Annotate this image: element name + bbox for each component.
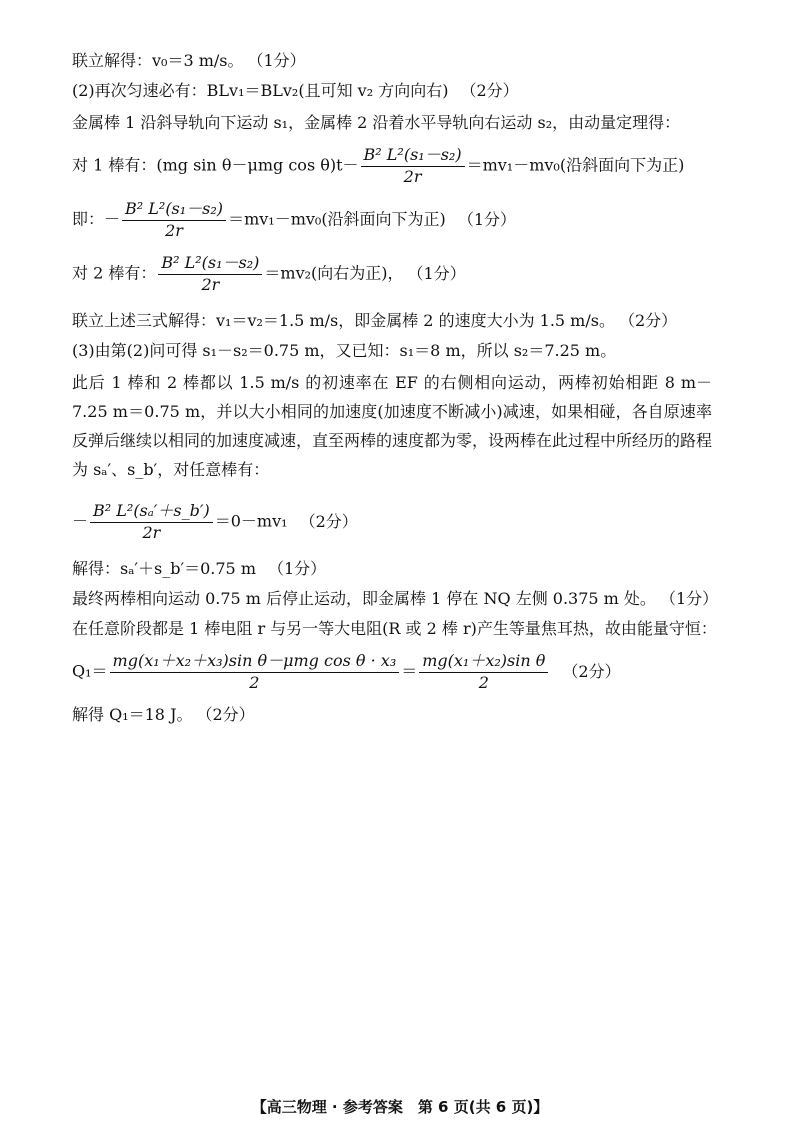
score-label: （2分） bbox=[204, 705, 255, 724]
equation-suffix: ＝mv₁－mv₀(沿斜面向下为正) bbox=[228, 209, 446, 229]
fraction-numerator: B² L²(s₁－s₂) bbox=[125, 199, 224, 218]
equation-rod-1 bbox=[72, 146, 684, 186]
score-label: （2分） bbox=[299, 511, 358, 531]
fraction-denominator: 2r bbox=[403, 167, 422, 186]
score-label: （2分） bbox=[562, 661, 621, 681]
fraction bbox=[158, 254, 262, 294]
line-result-velocity bbox=[72, 310, 677, 332]
fraction-numerator: B² L²(sₐ′＋s_b′) bbox=[93, 501, 210, 520]
score-label: （2分） bbox=[460, 81, 519, 100]
fraction-denominator: 2r bbox=[201, 275, 220, 294]
line-momentum-theorem bbox=[72, 112, 680, 134]
fraction-denominator: 2r bbox=[165, 221, 183, 240]
line-part2-intro bbox=[72, 80, 519, 102]
fraction bbox=[361, 146, 465, 186]
line-result-path bbox=[72, 558, 326, 580]
equation-equals: ＝ bbox=[401, 661, 418, 681]
equation-suffix: ＝mv₁－mv₀(沿斜面向下为正) bbox=[466, 155, 685, 175]
equation-rod-1-simplified bbox=[72, 200, 516, 240]
fraction-denominator: 2 bbox=[478, 673, 489, 692]
fraction-numerator: mg(x₁＋x₂＋x₃)sin θ－μmg cos θ · x₃ bbox=[112, 651, 397, 670]
fraction bbox=[122, 200, 226, 240]
fraction bbox=[419, 652, 548, 692]
score-label: （1分） bbox=[457, 209, 516, 229]
line-result-v0 bbox=[72, 50, 306, 72]
score-label: （1分） bbox=[255, 51, 306, 70]
score-label: （1分） bbox=[268, 559, 327, 578]
equation-any-rod bbox=[72, 502, 358, 542]
line-energy-intro bbox=[72, 618, 717, 640]
score-label: （1分） bbox=[415, 263, 466, 283]
line-text: (3)由第(2)问可得 s₁－s₂＝0.75 m，又已知：s₁＝8 m，所以 s₂＝7.25 m。 bbox=[72, 341, 617, 360]
equation-suffix: ＝0－mv₁ bbox=[214, 511, 288, 531]
fraction-numerator: mg(x₁＋x₂)sin θ bbox=[422, 651, 546, 670]
equation-rod-2 bbox=[72, 254, 466, 294]
equation-prefix: 对 1 棒有：(mg sin θ－μmg cos θ)t－ bbox=[72, 155, 359, 175]
fraction-denominator: 2r bbox=[142, 523, 161, 542]
equation-prefix: 对 2 棒有： bbox=[72, 263, 157, 283]
line-final-position bbox=[72, 588, 718, 610]
score-label: （2分） bbox=[626, 311, 678, 330]
fraction bbox=[110, 652, 400, 692]
line-text: 联立上述三式解得：v₁＝v₂＝1.5 m/s，即金属棒 2 的速度大小为 1.5 m/s。 bbox=[72, 311, 615, 330]
line-result-heat bbox=[72, 704, 255, 726]
equation-prefix: Q₁＝ bbox=[72, 661, 108, 681]
equation-prefix: － bbox=[72, 511, 89, 531]
line-text: 金属棒 1 沿斜导轨向下运动 s₁，金属棒 2 沿着水平导轨向右运动 s₂，由动量定理得： bbox=[72, 113, 681, 132]
line-part3-intro bbox=[72, 340, 616, 362]
equation-prefix: 即：－ bbox=[72, 209, 121, 229]
line-text: 解得：sₐ′＋s_b′＝0.75 m bbox=[72, 559, 256, 578]
line-text: 解得 Q₁＝18 J。 bbox=[72, 705, 193, 724]
fraction-denominator: 2 bbox=[249, 673, 260, 692]
fraction-numerator: B² L²(s₁－s₂) bbox=[161, 253, 260, 272]
paragraph-motion-analysis: 此后 1 棒和 2 棒都以 1.5 m/s 的初速率在 EF 的右侧相向运动，两棒初始相距 8 m－7.25 m＝0.75 m，并以大小相同的加速度(加速度不断减小)减速，如果相碰，各自原速率反弹后继续以相同的加速度减速，直至两棒的速度都为零，设两棒在此过程中所经历的路程为 sₐ′、s_b′，对任意棒有： bbox=[72, 373, 713, 479]
page-footer: 【高三物理 · 参考答案 第 6 页(共 6 页)】 bbox=[251, 1098, 549, 1116]
line-text: 在任意阶段都是 1 棒电阻 r 与另一等大电阻(R 或 2 棒 r)产生等量焦耳热，故由能量守恒： bbox=[72, 619, 717, 638]
score-label: （1分） bbox=[667, 589, 719, 608]
fraction-numerator: B² L²(s₁－s₂) bbox=[363, 145, 462, 164]
line-text: (2)再次匀速必有：BLv₁＝BLv₂(且可知 v₂ 方向向右) bbox=[72, 81, 449, 100]
fraction bbox=[90, 502, 213, 542]
line-text: 联立解得：v₀＝3 m/s。 bbox=[72, 51, 244, 70]
equation-heat bbox=[72, 652, 621, 692]
line-text: 最终两棒相向运动 0.75 m 后停止运动，即金属棒 1 停在 NQ 左侧 0.375 m 处。 bbox=[72, 589, 656, 608]
equation-suffix: ＝mv₂(向右为正)， bbox=[264, 263, 404, 283]
